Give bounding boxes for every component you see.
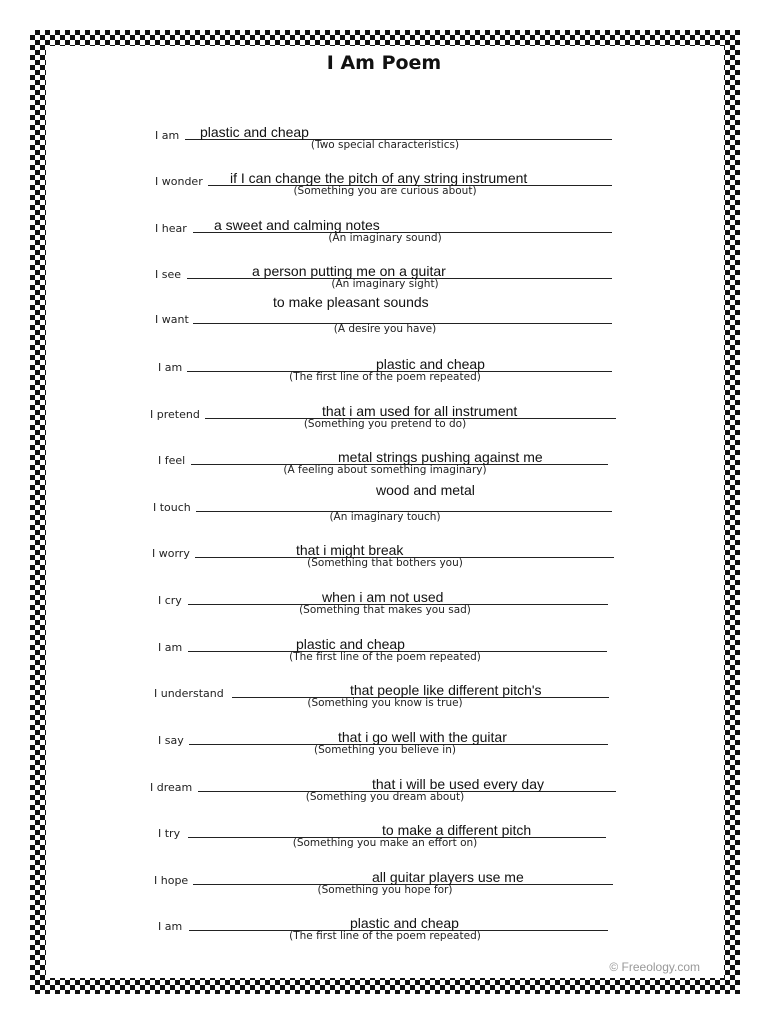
line-hint: (An imaginary sight) [331, 278, 439, 290]
answer-text[interactable]: metal strings pushing against me [338, 449, 543, 465]
line-label: I hope [154, 874, 189, 887]
answer-text[interactable]: a sweet and calming notes [214, 217, 380, 233]
answer-text[interactable]: plastic and cheap [296, 636, 405, 652]
answer-text[interactable]: if I can change the pitch of any string instrument [230, 170, 528, 186]
line-hint: (The first line of the poem repeated) [289, 651, 481, 663]
line-hint: (The first line of the poem repeated) [289, 371, 481, 383]
line-hint: (Two special characteristics) [310, 139, 460, 151]
line-label: I am [158, 920, 183, 933]
line-label: I pretend [150, 408, 200, 421]
answer-text[interactable]: when i am not used [322, 589, 444, 605]
answer-text[interactable]: a person putting me on a guitar [252, 263, 446, 279]
copyright-footer: © Freeology.com [609, 960, 700, 974]
answer-text[interactable]: plastic and cheap [376, 356, 485, 372]
line-label: I feel [158, 454, 186, 467]
line-hint: (Something you know is true) [307, 697, 463, 709]
line-hint: (An imaginary sound) [328, 232, 442, 244]
line-label: I try [158, 827, 181, 840]
line-label: I touch [153, 501, 191, 514]
answer-text[interactable]: all guitar players use me [372, 869, 524, 885]
line-label: I am [158, 361, 183, 374]
line-hint: (Something you hope for) [317, 884, 453, 896]
line-label: I dream [150, 781, 193, 794]
line-hint: (A desire you have) [333, 323, 437, 335]
answer-text[interactable]: wood and metal [376, 482, 475, 498]
line-label: I worry [152, 547, 190, 560]
answer-text[interactable]: plastic and cheap [350, 915, 459, 931]
line-hint: (Something you believe in) [314, 744, 456, 756]
line-hint: (Something you dream about) [305, 791, 465, 803]
answer-text[interactable]: plastic and cheap [200, 124, 309, 140]
line-hint: (A feeling about something imaginary) [283, 464, 487, 476]
answer-text[interactable]: that i am used for all instrument [322, 403, 518, 419]
line-label: I cry [158, 594, 182, 607]
answer-text[interactable]: that people like different pitch's [350, 682, 542, 698]
line-label: I am [155, 129, 180, 142]
line-label: I see [155, 268, 182, 281]
answer-text[interactable]: that i might break [296, 542, 404, 558]
answer-text[interactable]: to make a different pitch [382, 822, 532, 838]
line-hint: (The first line of the poem repeated) [289, 930, 481, 942]
answer-text[interactable]: to make pleasant sounds [273, 294, 429, 310]
answer-text[interactable]: that i will be used every day [372, 776, 544, 792]
line-label: I say [158, 734, 184, 747]
line-hint: (Something that bothers you) [307, 557, 463, 569]
line-label: I hear [155, 222, 187, 235]
line-label: I wonder [155, 175, 203, 188]
line-hint: (An imaginary touch) [329, 511, 441, 523]
line-hint: (Something you pretend to do) [303, 418, 467, 430]
line-hint: (Something that makes you sad) [299, 604, 471, 616]
page-title: I Am Poem [326, 52, 442, 74]
answer-text[interactable]: that i go well with the guitar [338, 729, 507, 745]
line-hint: (Something you make an effort on) [292, 837, 478, 849]
line-label: I understand [154, 687, 224, 700]
line-label: I want [155, 313, 189, 326]
line-hint: (Something you are curious about) [293, 185, 477, 197]
line-label: I am [158, 641, 183, 654]
